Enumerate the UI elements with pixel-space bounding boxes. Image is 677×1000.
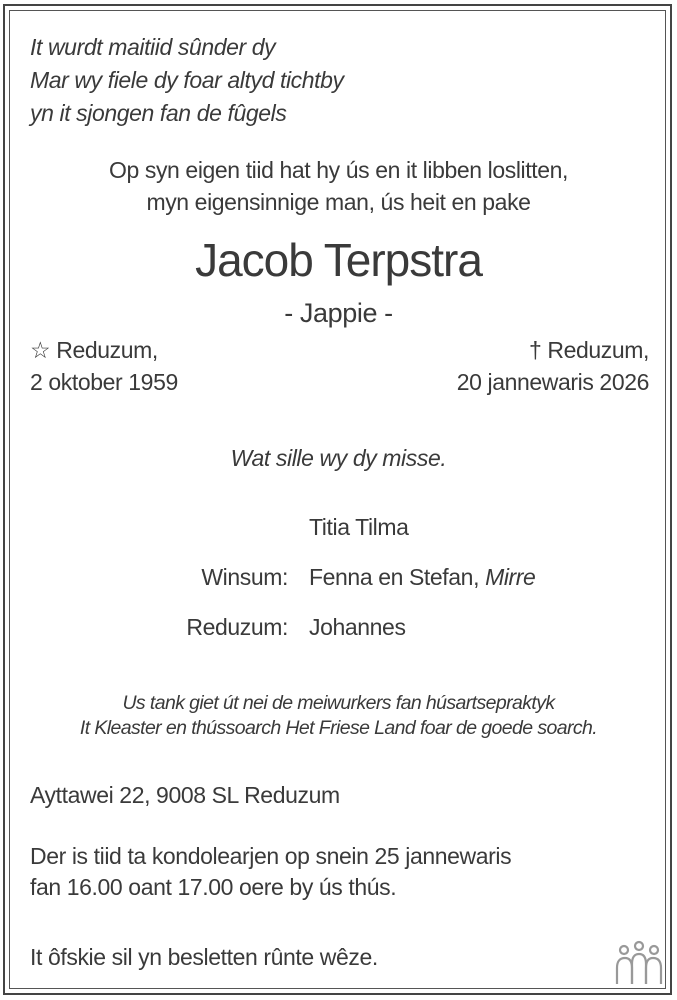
family-place: Reduzum: — [186, 614, 288, 640]
death-place-text: Reduzum, — [547, 337, 649, 363]
death-place — [529, 335, 649, 365]
farewell: It ôfskie sil yn besletten rûnte wêze. — [30, 944, 378, 970]
motto: Wat sille wy dy misse. — [230, 445, 447, 471]
birth-place-text: Reduzum, — [56, 337, 158, 363]
birth-date: 2 oktober 1959 — [30, 369, 178, 395]
family-names: Titia Tilma — [309, 514, 409, 540]
family-names: Johannes — [309, 614, 406, 640]
intro-line: Op syn eigen tiid hat hy ús en it libben loslitten, — [108, 157, 569, 183]
thanks-line: Us tank giet út nei de meiwurkers fan húsartsepraktyk — [122, 692, 555, 714]
poem-line: It wurdt maitiid sûnder dy — [30, 34, 276, 60]
birth-place — [30, 335, 158, 365]
family-place: Winsum: — [201, 564, 288, 590]
family-names: Fenna en Stefan, Mirre — [309, 564, 536, 590]
nickname: - Jappie - — [284, 298, 393, 328]
condolence-line: fan 16.00 oant 17.00 oere by ús thús. — [30, 874, 397, 900]
deceased-name: Jacob Terpstra — [195, 234, 482, 286]
cross-icon: † — [528, 337, 542, 363]
poem-line: yn it sjongen fan de fûgels — [30, 100, 287, 126]
address: Ayttawei 22, 9008 SL Reduzum — [30, 782, 340, 808]
death-date: 20 jannewaris 2026 — [456, 369, 649, 395]
poem-line: Mar wy fiele dy foar altyd tichtby — [30, 67, 344, 93]
star-icon: ☆ — [30, 337, 51, 363]
intro-line: myn eigensinnige man, ús heit en pake — [146, 189, 531, 215]
family-logo-icon — [615, 940, 663, 986]
thanks-line: It Kleaster en thússoarch Het Friese Land foar de goede soarch. — [79, 717, 598, 739]
grandchild: Mirre — [485, 564, 536, 590]
condolence-line: Der is tiid ta kondolearjen op snein 25 jannewaris — [30, 843, 512, 869]
